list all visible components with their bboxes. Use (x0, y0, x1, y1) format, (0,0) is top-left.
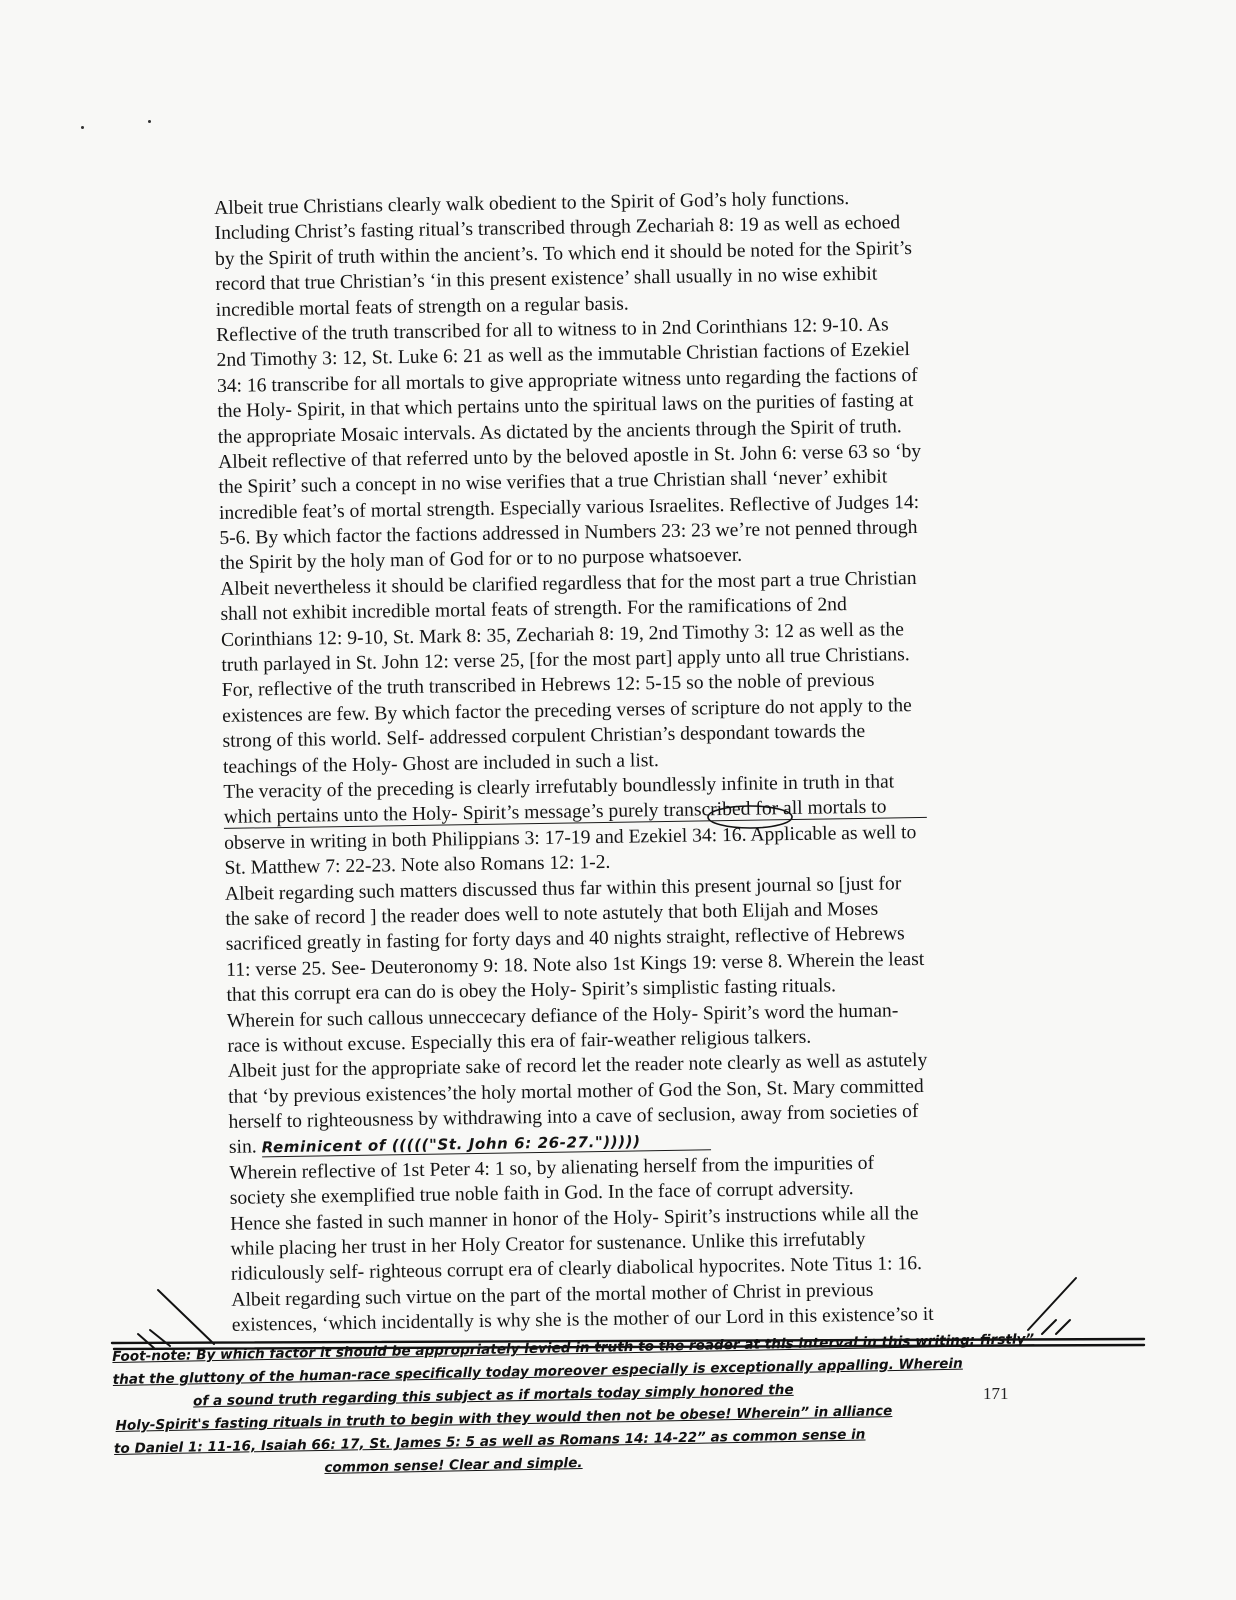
body-line: the appropriate Mosaic intervals. As dictated by the ancients through the Spirit of truth. (217, 415, 902, 448)
body-line: Albeit true Christians clearly walk obedient to the Spirit of God’s holy functions. (214, 188, 850, 219)
body-line: ridiculously self- righteous corrupt era of clearly diabolical hypocrites. Note Titus 1: 16. (230, 1253, 923, 1286)
body-line: shall not exhibit incredible mortal feats of strength. For the ramifications of 2nd (220, 594, 847, 626)
body-line: Hence she fasted in such manner in honor of the Holy- Spirit’s instructions while all the (229, 1202, 919, 1235)
body-line: Albeit just for the appropriate sake of record let the reader note clearly as well as astutely (227, 1050, 928, 1083)
body-line: 5-6. By which factor the factions addressed in Numbers 23: 23 we’re not penned through (219, 517, 918, 550)
body-line: while placing her trust in her Holy Creator for sustenance. Unlike this irrefutably (230, 1228, 866, 1260)
page-number: 171 (983, 1384, 1009, 1403)
circled-word (708, 806, 792, 828)
body-line: For, reflective of the truth transcribed in Hebrews 12: 5-15 so the noble of previous (221, 670, 875, 702)
body-line: Albeit regarding such virtue on the part of the mortal mother of Christ in previous (231, 1279, 874, 1311)
footnote-line: Foot-note: By which factor it should be appropriately levied in truth to the reader at this interval in this writing: firstly” (112, 1331, 1035, 1365)
body-line: the Spirit’ such a concept in no wise verifies that a true Christian shall ‘never’ exhibit (218, 466, 888, 499)
body-line: Including Christ’s fasting ritual’s transcribed through Zechariah 8: 19 as well as echoed (214, 212, 901, 245)
body-line: race is without excuse. Especially this era of fair-weather religious talkers. (227, 1026, 812, 1057)
body-line: herself to righteousness by withdrawing into a cave of seclusion, away from societies of (228, 1101, 919, 1133)
body-line: 11: verse 25. See- Deuteronomy 9: 18. Note also 1st Kings 19: verse 8. Wherein the least (225, 948, 925, 981)
body-line: Wherein reflective of 1st Peter 4: 1 so, by alienating herself from the impurities of (229, 1152, 875, 1184)
footnote-line: Holy-Spirit's fasting rituals in truth to begin with they would then not be obese! Wherein” in alliance (115, 1403, 893, 1434)
body-line: Albeit reflective of that referred unto by the beloved apostle in St. John 6: verse 63 so ‘by (218, 440, 922, 473)
body-line: that this corrupt era can do is obey the Holy- Spirit’s simplistic fasting rituals. (226, 975, 837, 1007)
body-line: truth parlayed in St. John 12: verse 25, [for the most part] apply unto all true Christians. (221, 644, 910, 676)
body-line: teachings of the Holy- Ghost are included in such a list. (222, 749, 659, 778)
body-line: strong of this world. Self- addressed corpulent Christian’s despondant towards the (222, 721, 866, 753)
body-line: the Holy- Spirit, in that which pertains unto the spiritual laws on the purities of fasting at (217, 390, 914, 423)
body-line: St. Matthew 7: 22-23. Note also Romans 12: 1-2. (224, 852, 611, 880)
body-line: Albeit regarding such matters discussed thus far within this present journal so [just for (224, 872, 902, 905)
footnote-line: that the gluttony of the human-race specifically today moreover especially is exceptionally appalling. Wherein (112, 1355, 963, 1388)
body-line: Corinthians 12: 9-10, St. Mark 8: 35, Zechariah 8: 19, 2nd Timothy 3: 12 as well as the (220, 618, 905, 651)
body-line: observe in writing in both Philippians 3: 17-19 and Ezekiel 34: 16. Applicable as well to (224, 821, 917, 854)
body-line: society she exemplified true noble faith in God. In the face of corrupt adversity. (229, 1178, 854, 1210)
footnote-line: of a sound truth regarding this subject as if mortals today simply honored the (192, 1381, 794, 1410)
body-line: The veracity of the preceding is clearly irrefutably boundlessly infinite in truth in that (223, 771, 895, 803)
body-line: that ‘by previous existences’the holy mortal mother of God the Son, St. Mary committed (227, 1075, 924, 1108)
body-line: Reflective of the truth transcribed for all to witness to in 2nd Corinthians 12: 9-10. As (216, 314, 889, 346)
body-line: record that true Christian’s ‘in this present existence’ shall usually in no wise exhibit (215, 263, 878, 296)
body-line: the Spirit by the holy man of God for or to no purpose whatsoever. (219, 545, 743, 575)
body-line: existences, ‘which incidentally is why she is the mother of our Lord in this existence’so it (231, 1304, 934, 1337)
body-line: incredible mortal feats of strength on a regular basis. (215, 293, 629, 321)
body-line: 2nd Timothy 3: 12, St. Luke 6: 21 as well as the immutable Christian factions of Ezekiel (216, 339, 910, 372)
footnote-line: to Daniel 1: 11-16, Isaiah 66: 17, St. James 5: 5 as well as Romans 14: 14-22” as common sense in (113, 1426, 866, 1457)
body-line: sacrificed greatly in fasting for forty days and 40 nights straight, reflective of Hebrews (225, 923, 905, 956)
underlined-text: which pertains unto the Holy- Spirit’s message’s purely transcribed for all mortals to (224, 796, 927, 829)
footnote-line: common sense! Clear and simple. (324, 1454, 583, 1476)
slash-mark (158, 1290, 214, 1344)
handwritten-footnote (112, 1326, 1144, 1484)
body-line: Albeit nevertheless it should be clarified regardless that for the most part a true Christian (220, 567, 917, 600)
body-line: by the Spirit of truth within the ancient’s. To which end it should be noted for the Spirit’s (214, 237, 913, 270)
handwritten-insert: Reminicent of ((((("St. John 6: 26-27."))))) (261, 1132, 710, 1158)
body-line: the sake of record ] the reader does well to note astutely that both Elijah and Moses (225, 898, 879, 930)
body-line-sin: sin. (228, 1136, 257, 1159)
body-line: existences are few. By which factor the preceding verses of scripture do not apply to the (222, 694, 912, 727)
body-line: 34: 16 transcribe for all mortals to give appropriate witness unto regarding the factions of (216, 364, 918, 397)
body-line: incredible feat’s of mortal strength. Especially various Israelites. Reflective of Judges 14: (218, 491, 920, 524)
body-line: Wherein for such callous unneccecary defiance of the Holy- Spirit’s word the human- (226, 999, 899, 1032)
